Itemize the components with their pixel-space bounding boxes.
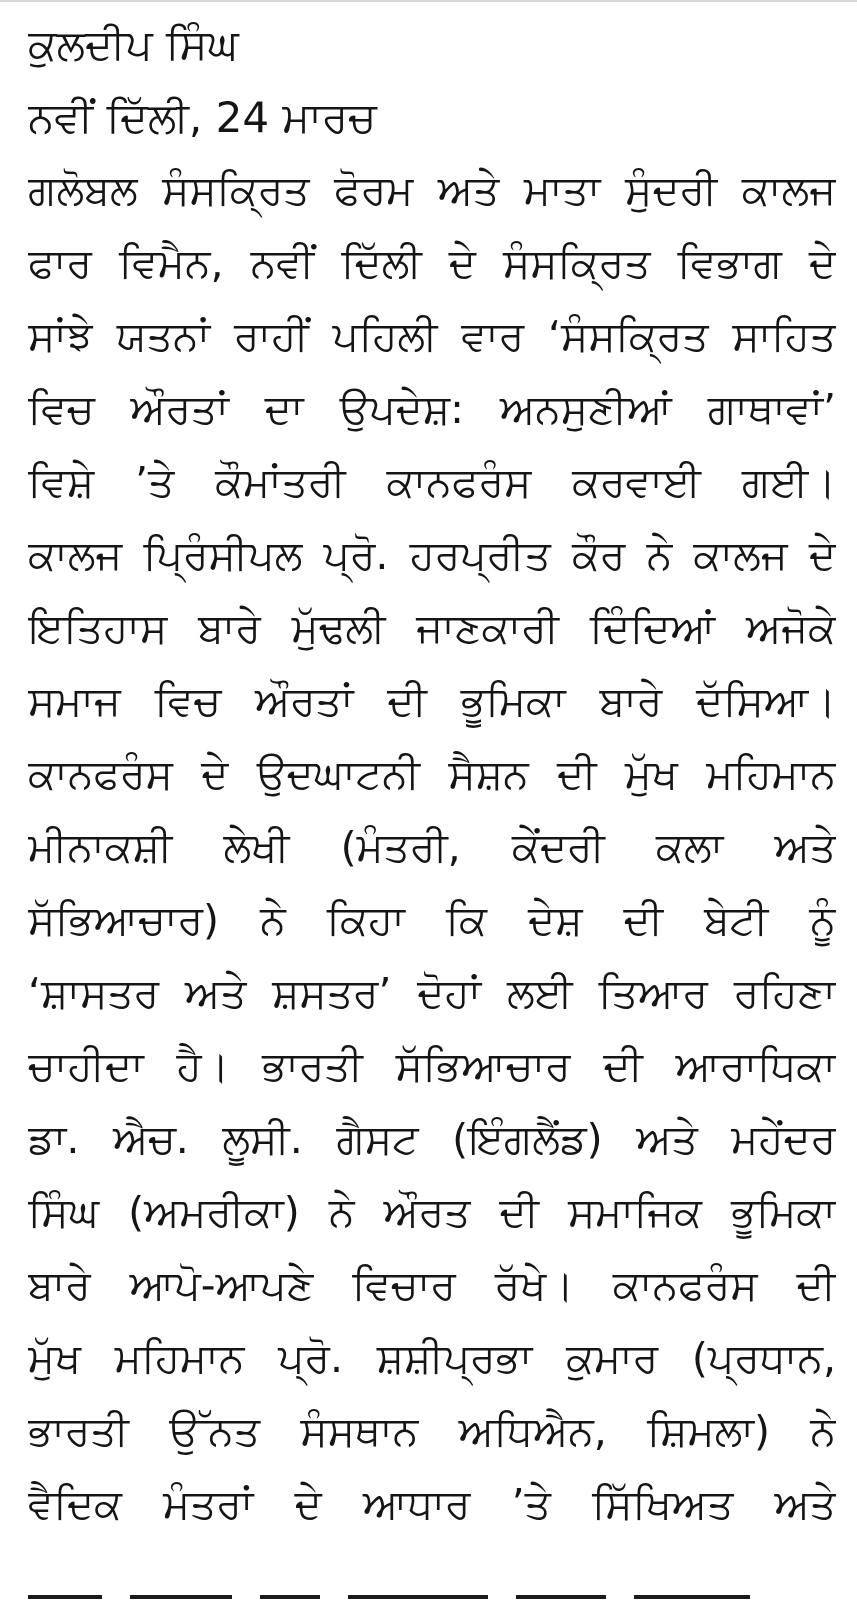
body-line: ਸਾਂਝੇ ਯਤਨਾਂ ਰਾਹੀਂ ਪਹਿਲੀ ਵਾਰ ‘ਸੰਸਕ੍ਰਿਤ ਸਾਹਿਤ — [28, 312, 836, 360]
body-line: ਚਾਹੀਦਾ ਹੈ। ਭਾਰਤੀ ਸੱਭਿਆਚਾਰ ਦੀ ਆਰਾਧਿਕਾ — [28, 1042, 836, 1090]
body-line: ਭਾਰਤੀ ਉੱਨਤ ਸੰਸਥਾਨ ਅਧਿਐਨ, ਸ਼ਿਮਲਾ) ਨੇ — [28, 1407, 836, 1455]
body-line: ਬਾਰੇ ਆਪੋ-ਆਪਣੇ ਵਿਚਾਰ ਰੱਖੇ। ਕਾਨਫਰੰਸ ਦੀ — [28, 1261, 836, 1309]
body-line: ਇਤਿਹਾਸ ਬਾਰੇ ਮੁੱਢਲੀ ਜਾਣਕਾਰੀ ਦਿੰਦਿਆਂ ਅਜੋਕੇ — [28, 604, 836, 652]
body-line: ਫਾਰ ਵਿਮੈਨ, ਨਵੀਂ ਦਿੱਲੀ ਦੇ ਸੰਸਕ੍ਰਿਤ ਵਿਭਾਗ ਦੇ — [28, 239, 836, 287]
news-article — [28, 8, 836, 1541]
body-line: ‘ਸ਼ਾਸਤਰ ਅਤੇ ਸ਼ਸਤਰ’ ਦੋਹਾਂ ਲਈ ਤਿਆਰ ਰਹਿਣਾ — [28, 969, 836, 1017]
truncated-word — [28, 1595, 102, 1599]
body-line: ਮੁੱਖ ਮਹਿਮਾਨ ਪ੍ਰੋ. ਸ਼ਸ਼ੀਪ੍ਰਭਾ ਕੁਮਾਰ (ਪ੍ਰਧਾਨ, — [28, 1334, 836, 1382]
top-divider — [0, 0, 857, 2]
truncated-word — [130, 1595, 232, 1599]
body-line: ਕਾਲਜ ਪ੍ਰਿੰਸੀਪਲ ਪ੍ਰੋ. ਹਰਪ੍ਰੀਤ ਕੌਰ ਨੇ ਕਾਲਜ ਦੇ — [28, 531, 836, 579]
article-author: ਕੁਲਦੀਪ ਸਿੰਘ — [28, 20, 239, 69]
body-line: ਵਿਚ ਔਰਤਾਂ ਦਾ ਉਪਦੇਸ਼: ਅਨਸੁਣੀਆਂ ਗਾਥਾਵਾਂ’ — [28, 385, 836, 433]
body-line: ਗਲੋਬਲ ਸੰਸਕ੍ਰਿਤ ਫੋਰਮ ਅਤੇ ਮਾਤਾ ਸੁੰਦਰੀ ਕਾਲਜ — [28, 166, 836, 214]
body-line: ਕਾਨਫਰੰਸ ਦੇ ਉਦਘਾਟਨੀ ਸੈਸ਼ਨ ਦੀ ਮੁੱਖ ਮਹਿਮਾਨ — [28, 750, 836, 798]
body-line: ਸੱਭਿਆਚਾਰ) ਨੇ ਕਿਹਾ ਕਿ ਦੇਸ਼ ਦੀ ਬੇਟੀ ਨੂੰ — [28, 896, 836, 944]
article-dateline: ਨਵੀਂ ਦਿੱਲੀ, 24 ਮਾਰਚ — [28, 93, 377, 142]
truncated-word — [260, 1595, 320, 1599]
body-line: ਮੀਨਾਕਸ਼ੀ ਲੇਖੀ (ਮੰਤਰੀ, ਕੇਂਦਰੀ ਕਲਾ ਅਤੇ — [28, 823, 836, 871]
truncated-word — [348, 1595, 488, 1599]
truncated-word — [516, 1595, 606, 1599]
body-line: ਵੈਦਿਕ ਮੰਤਰਾਂ ਦੇ ਆਧਾਰ ’ਤੇ ਸਿੱਖਿਅਤ ਅਤੇ — [28, 1480, 836, 1528]
truncated-word — [634, 1595, 750, 1599]
article-body — [28, 154, 836, 1541]
body-line: ਸਿੰਘ (ਅਮਰੀਕਾ) ਨੇ ਔਰਤ ਦੀ ਸਮਾਜਿਕ ਭੂਮਿਕਾ — [28, 1188, 836, 1236]
body-line: ਵਿਸ਼ੇ ’ਤੇ ਕੌਮਾਂਤਰੀ ਕਾਨਫਰੰਸ ਕਰਵਾਈ ਗਈ। — [28, 458, 836, 506]
truncated-next-line — [28, 1579, 836, 1600]
body-line: ਸਮਾਜ ਵਿਚ ਔਰਤਾਂ ਦੀ ਭੂਮਿਕਾ ਬਾਰੇ ਦੱਸਿਆ। — [28, 677, 836, 725]
body-line: ਡਾ. ਐਚ. ਲੂਸੀ. ਗੈਸਟ (ਇੰਗਲੈਂਡ) ਅਤੇ ਮਹੇਂਦਰ — [28, 1115, 836, 1163]
